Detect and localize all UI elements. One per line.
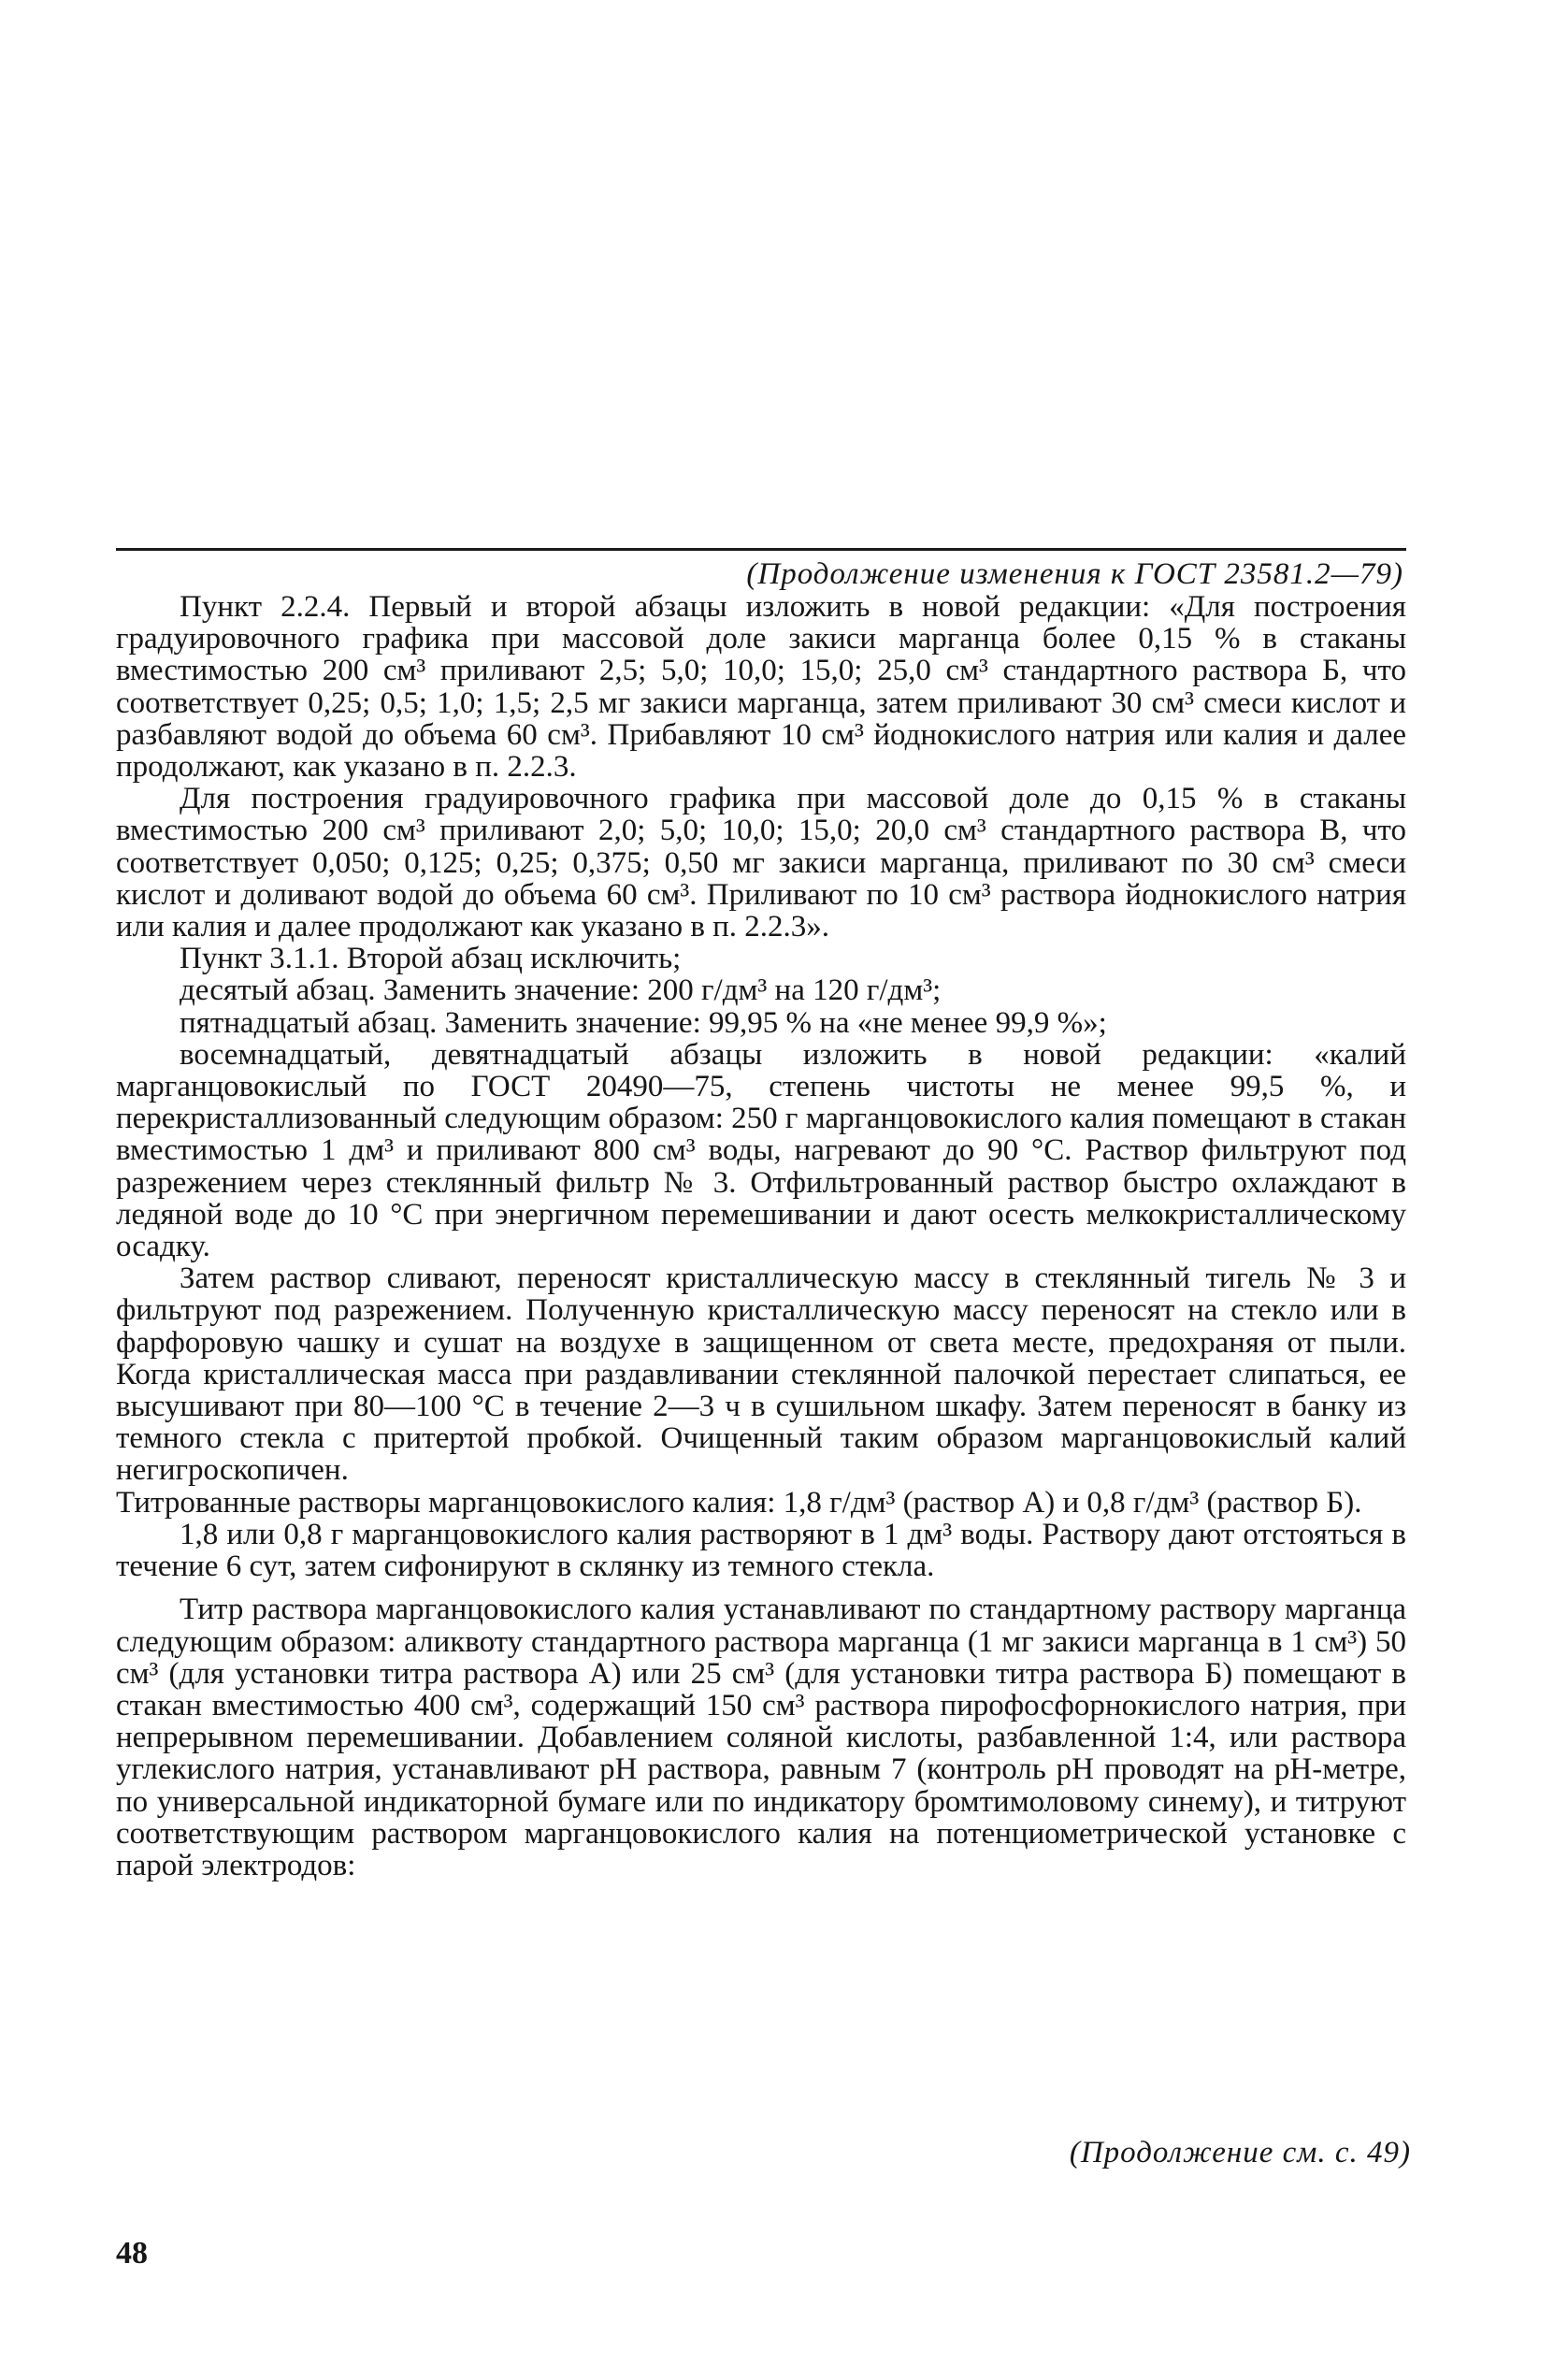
paragraph-point-2-2-4: Пункт 2.2.4. Первый и второй абзацы изложить в новой редакции: «Для построения градуировочного графика при массовой доле закиси марганца более 0,15 % в стаканы вместимостью 200 см³ приливают 2,5; 5,0; 10,0; 15,0; 25,0 см³ стандартного раствора Б, что соответствует 0,25; 0,5; 1,0; 1,5; 2,5 мг закиси марганца, затем приливают 30 см³ смеси кислот и разбавляют водой до объема 60 см³. Прибавляют 10 см³ йоднокислого натрия или калия и далее продолжают, как указано в п. 2.2.3. — [116, 590, 1406, 785]
paragraph-crystal-mass: Затем раствор сливают, переносят кристаллическую массу в стеклянный тигель № 3 и фильтруют под разрежением. Полученную кристаллическую массу переносят на стекло или в фарфоровую чашку и сушат на воздухе в защищенном от света месте, предохраняя от пыли. Когда кристаллическая масса при раздавливании стеклянной палочкой перестает слипаться, ее высушивают при 80—100 °С в течение 2—3 ч в сушильном шкафу. Затем переносят в банку из темного стекла с притертой пробкой. Очищенный таким образом марганцовокислый калий негигроскопичен. — [116, 1261, 1406, 1488]
paragraph-titer-setup: Титр раствора марганцовокислого калия устанавливают по стандартному раствору марганца следующим образом: аликвоту стандартного раствора марганца (1 мг закиси марганца в 1 см³) 50 см³ (для установки титра раствора А) или 25 см³ (для установки титра раствора Б) помещают в стакан вместимостью 400 см³, содержащий 150 см³ раствора пирофосфорнокислого натрия, при непрерывном перемешивании. Добавлением соляной кислоты, разбавленной 1:4, или раствора углекислого натрия, устанавливают pH раствора, равным 7 (контроль pH проводят на pH-метре, по универсальной индикаторной бумаге или по индикатору бромтимоловому синему), и титруют соответствующим раствором марганцовокислого калия на потенциометрической установке с парой электродов: — [116, 1593, 1406, 1882]
document-body — [116, 591, 1406, 1881]
paragraph-graph-low-fraction: Для построения градуировочного графика при массовой доле до 0,15 % в стаканы вместимостью 200 см³ приливают 2,0; 5,0; 10,0; 15,0; 20,0 см³ стандартного раствора В, что соответствует 0,050; 0,125; 0,25; 0,375; 0,50 мг закиси марганца, приливают по 30 см³ смеси кислот и доливают водой до объема 60 см³. Приливают по 10 см³ раствора йоднокислого натрия или калия и далее продолжают как указано в п. 2.2.3». — [116, 782, 1406, 944]
header-rule — [116, 548, 1406, 551]
page-number: 48 — [116, 2236, 148, 2270]
footer-continuation-note: (Продолжение см. с. 49) — [1069, 2136, 1411, 2169]
paragraph-dissolve: 1,8 или 0,8 г марганцовокислого калия растворяют в 1 дм³ воды. Раствору дают отстояться в течение 6 сут, затем сифонируют в склянку из темного стекла. — [116, 1517, 1406, 1584]
paragraph-eighteenth-abzac: восемнадцатый, девятнадцатый абзацы изложить в новой редакции: «калий марганцовокислый по ГОСТ 20490—75, степень чистоты не менее 99,5 %, и перекристаллизованный следующим образом: 250 г марганцовокислого калия помещают в стакан вместимостью 1 дм³ и приливают 800 см³ воды, нагревают до 90 °С. Раствор фильтруют под разрежением через стеклянный фильтр № 3. Отфильтрованный раствор быстро охлаждают в ледяной воде до 10 °С при энергичном перемешивании и дают осесть мелкокристаллическому осадку. — [116, 1037, 1406, 1264]
header-continuation-note: (Продолжение изменения к ГОСТ 23581.2—79) — [746, 557, 1403, 591]
paragraph-fifteenth-abzac: пятнадцатый абзац. Заменить значение: 99,95 % на «не менее 99,9 %»; — [180, 1005, 1107, 1040]
paragraph-titrated-solutions: Титрованные растворы марганцовокислого калия: 1,8 г/дм³ (раствор А) и 0,8 г/дм³ (раствор Б). — [116, 1485, 1362, 1520]
paragraph-point-3-1-1: Пункт 3.1.1. Второй абзац исключить; — [180, 942, 682, 976]
paragraph-tenth-abzac: десятый абзац. Заменить значение: 200 г/дм³ на 120 г/дм³; — [180, 973, 942, 1008]
